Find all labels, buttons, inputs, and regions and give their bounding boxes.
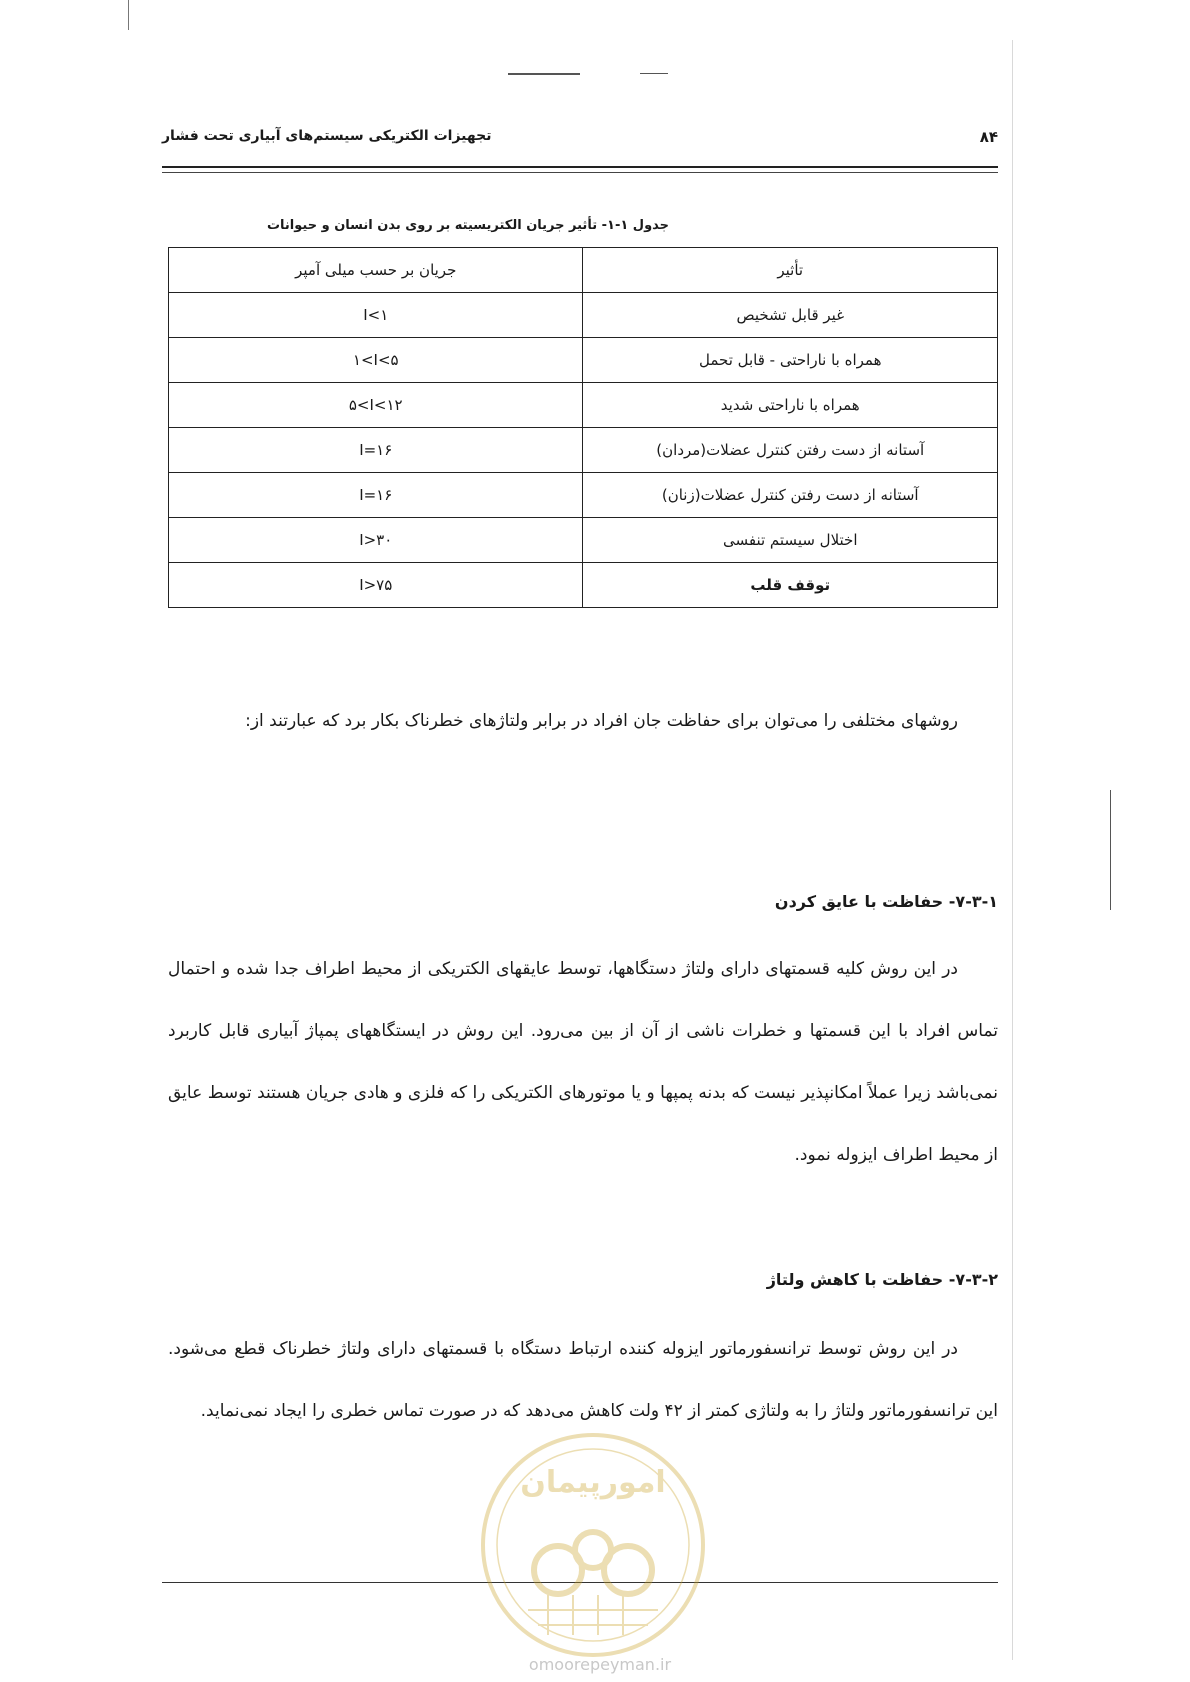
table-row xyxy=(169,563,998,608)
effect-cell: توقف قلب xyxy=(583,563,998,608)
effect-cell: آستانه از دست رفتن کنترل عضلات(زنان) xyxy=(583,473,998,518)
section-title: - حفاظت با کاهش ولتاژ xyxy=(766,1270,956,1289)
scan-edge-line xyxy=(1110,790,1111,910)
section-text: در این روش توسط ترانسفورماتور ایزوله کننده ارتباط دستگاه با قسمتهای دارای ولتاژ خطرناک قطع می‌شود. این ترانسفورماتور ولتاژ را به ولتاژی کمتر از ۴۲ ولت کاهش می‌دهد که در صورت تماس خطری را ایجاد نمی‌نماید. xyxy=(168,1339,998,1421)
watermark-seal-icon xyxy=(478,1430,708,1660)
scan-edge-line xyxy=(1012,40,1013,1660)
effect-cell: آستانه از دست رفتن کنترل عضلات(مردان) xyxy=(583,428,998,473)
table-row xyxy=(169,428,998,473)
current-value: I>۳۰ xyxy=(359,531,393,549)
current-value: I<۱ xyxy=(363,306,389,324)
current-cell xyxy=(169,383,583,428)
section-number: ۷-۳-۲ xyxy=(955,1270,998,1289)
section-title: - حفاظت با عایق کردن xyxy=(774,892,956,911)
current-cell xyxy=(169,473,583,518)
section-heading-insulation xyxy=(775,892,998,911)
current-cell xyxy=(169,338,583,383)
current-value: I=۱۶ xyxy=(359,441,393,459)
section-heading-voltage-reduction xyxy=(767,1270,998,1289)
effect-cell: همراه با ناراحتی - قابل تحمل xyxy=(583,338,998,383)
header-effect: تأثیر xyxy=(583,248,998,293)
current-value: ۱<I<۵ xyxy=(352,351,399,369)
current-cell xyxy=(169,293,583,338)
page-number: ۸۴ xyxy=(979,128,998,146)
effect-cell: اختلال سیستم تنفسی xyxy=(583,518,998,563)
header-rule xyxy=(162,166,998,168)
effect-cell: همراه با ناراحتی شدید xyxy=(583,383,998,428)
current-value: ۵<I<۱۲ xyxy=(348,396,403,414)
current-value: I=۱۶ xyxy=(359,486,393,504)
svg-text:امورپیمان: امورپیمان xyxy=(520,1465,666,1500)
section-number: ۷-۳-۱ xyxy=(955,892,998,911)
header-current: جریان بر حسب میلی آمپر xyxy=(169,248,583,293)
section-paragraph-insulation xyxy=(168,938,998,1186)
current-cell xyxy=(169,563,583,608)
header-rule xyxy=(162,172,998,173)
current-cell xyxy=(169,428,583,473)
section-text: در این روش کلیه قسمتهای دارای ولتاژ دستگاهها، توسط عایقهای الکتریکی از محیط اطراف جدا شده و احتمال تماس افراد با این قسمتها و خطرات ناشی از آن از بین می‌رود. این روش در ایستگاههای پمپاژ آبیاری قابل کاربرد نمی‌باشد زیرا عملاً امکانپذیر نیست که بدنه پمپها و یا موتورهای الکتریکی را که فلزی و هادی جریان هستند توسط عایق از محیط اطراف ایزوله نمود. xyxy=(168,959,998,1165)
scan-dash xyxy=(508,73,580,75)
table-row xyxy=(169,338,998,383)
watermark-url: omoorepeyman.ir xyxy=(528,1655,672,1674)
table-caption: جدول ۱-۱- تأثیر جریان الکتریسیته بر روی بدن انسان و حیوانات xyxy=(266,218,670,233)
page-header xyxy=(162,128,998,152)
section-paragraph-voltage-reduction xyxy=(168,1318,998,1442)
table-row xyxy=(169,518,998,563)
scan-edge-line xyxy=(128,0,129,30)
scan-dash xyxy=(640,73,668,74)
electric-effect-table xyxy=(168,247,998,608)
table-header-row xyxy=(169,248,998,293)
intro-text: روشهای مختلفی را می‌توان برای حفاظت جان افراد در برابر ولتاژهای خطرناک بکار برد که عبارتند از: xyxy=(245,711,958,731)
table-row xyxy=(169,383,998,428)
table-row xyxy=(169,293,998,338)
intro-paragraph xyxy=(168,690,998,752)
effect-cell: غیر قابل تشخیص xyxy=(583,293,998,338)
book-title: تجهیزات الکتریکی سیستم‌های آبیاری تحت فشار xyxy=(162,128,492,144)
current-cell xyxy=(169,518,583,563)
table-row xyxy=(169,473,998,518)
current-value: I>۷۵ xyxy=(359,576,393,594)
